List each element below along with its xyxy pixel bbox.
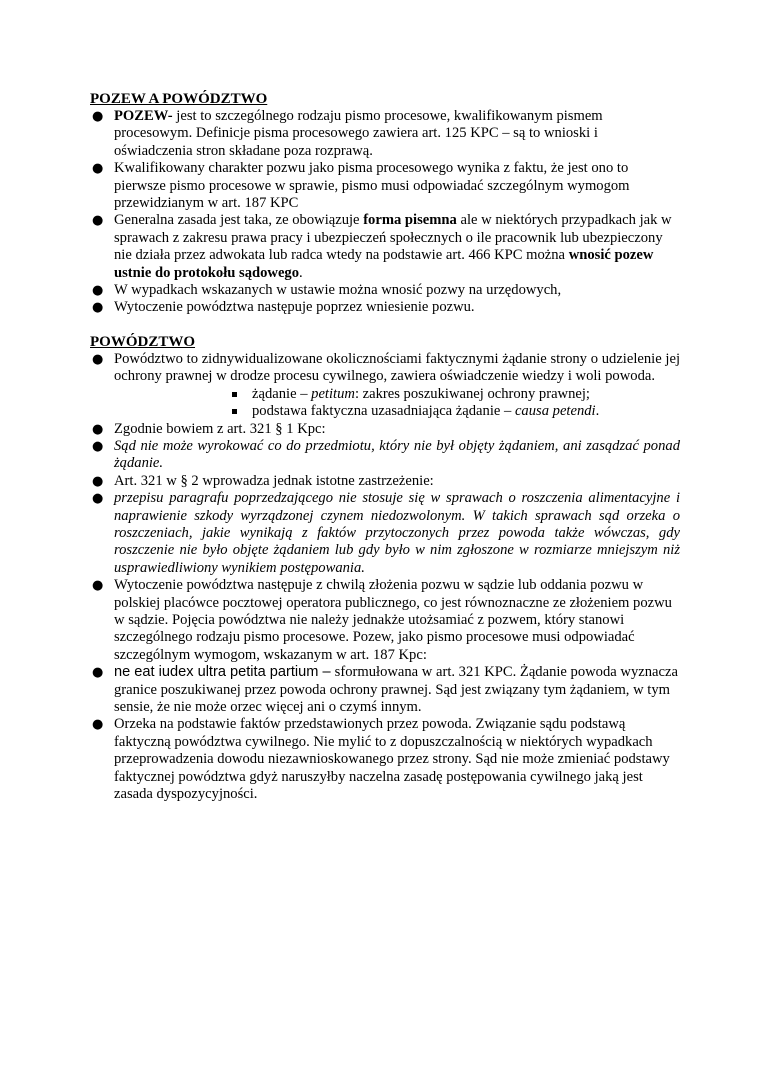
sub-list-item	[228, 403, 680, 420]
paragraph-text: ale w niektórych przypadkach jak w sprawach z zakresu prawa pracy i ubezpieczeń społecznych o ile pracownik lub ubezpieczony nie działa przez adwokata lub radca wtedy na podstawie art. 466 KPC można	[114, 212, 672, 264]
list-item	[90, 299, 680, 316]
bold-term: POZEW-	[114, 108, 173, 124]
paragraph-text: Generalna zasada jest taka, ze obowiązuje	[114, 212, 364, 229]
paragraph-text: Kwalifikowany charakter pozwu jako pisma procesowego wynika z faktu, że jest ono to pierwsze pismo procesowe w sprawie, pismo musi odpowiadać szczególnym wymogom przewidzianym w art. 187 KPC	[114, 160, 630, 212]
list-item	[90, 473, 680, 490]
latin-maxim: ne eat iudex ultra petita partium –	[114, 664, 335, 681]
paragraph-text: Zgodnie bowiem z art. 321 § 1 Kpc:	[114, 420, 326, 437]
bold-term: wnosić pozew ustnie do protokołu sądowego	[114, 247, 654, 281]
section-heading-powodztwo: POWÓDZTWO	[90, 333, 196, 350]
list-item	[90, 108, 680, 160]
bullet-icon: ●	[92, 665, 104, 681]
bullet-icon: ●	[92, 717, 104, 733]
paragraph-text: Wytoczenie powództwa następuje z chwilą złożenia pozwu w sądzie lub oddania pozwu w polskiej placówce pocztowej operatora publicznego, co jest równoznaczne ze złożeniem pozwu w sądzie. Pojęcia powództwa nie należy jednakże utożsamiać z pozwem, który stanowi szczególnego rodzaju pismo procesowe. Pozew, jako pismo procesowe musi odpowiadać szczególnym wymogom, wskazanym w art. 187 Kpc:	[114, 577, 672, 663]
list-item	[90, 716, 680, 803]
square-bullet-icon	[232, 409, 237, 414]
bullet-icon: ●	[92, 300, 104, 316]
paragraph-text: Orzeka na podstawie faktów przedstawionych przez powoda. Związanie sądu podstawą faktyczną powództwa cywilnego. Nie mylić to z dopuszczalnością w niektórych wypadkach przeprowadzenia dowodu niezawnioskowanego przez strony. Sąd nie może zmieniać podstawy faktycznej powództwa gdyż naruszyłby naczelna zasadę postępowania cywilnego jaką jest zasada dyspozycyjności.	[114, 716, 670, 803]
bullet-icon: ●	[92, 213, 104, 229]
paragraph-text: Wytoczenie powództwa następuje poprzez wniesienie pozwu.	[114, 299, 475, 316]
list-item	[90, 212, 680, 282]
list-item	[90, 421, 680, 438]
sub-list-item	[228, 386, 680, 403]
list-item	[90, 160, 680, 212]
list-item	[90, 577, 680, 664]
list-item	[90, 351, 680, 421]
bold-term: forma pisemna	[363, 212, 457, 229]
bullet-icon: ●	[92, 491, 104, 507]
list-item	[90, 282, 680, 299]
bullet-icon: ●	[92, 351, 104, 367]
section-spacer	[90, 317, 680, 333]
list-item	[90, 438, 680, 473]
bullet-icon: ●	[92, 473, 104, 489]
document-body	[90, 90, 680, 803]
paragraph-text: Art. 321 w § 2 wprowadza jednak istotne zastrzeżenie:	[114, 472, 434, 489]
paragraph-text: W wypadkach wskazanych w ustawie można wnosić pozwy na urzędowych,	[114, 282, 562, 299]
bullet-icon: ●	[92, 578, 104, 594]
bullet-list-pozew	[90, 108, 680, 317]
paragraph-text: sformułowana w art. 321 KPC. Żądanie powoda wyznacza granice poszukiwanej przez powoda ochrony prawnej. Sąd jest związany tym żądaniem, w tym sensie, że nie może orzec więcej ani o czymś innym.	[114, 664, 678, 715]
paragraph-text: : zakres poszukiwanej ochrony prawnej;	[354, 385, 590, 402]
square-bullet-icon	[232, 392, 237, 397]
bullet-list-powodztwo	[90, 351, 680, 804]
list-item	[90, 664, 680, 716]
latin-term: causa petendi	[514, 403, 596, 420]
paragraph-text: .	[595, 403, 600, 420]
paragraph-text: jest to szczególnego rodzaju pismo procesowe, kwalifikowanym pismem procesowym. Definicje pisma procesowego zawiera art. 125 KPC – są to wnioski i oświadczenia stron składane poza rozprawą.	[114, 108, 603, 159]
section-heading-pozew: POZEW A POWÓDZTWO	[90, 91, 268, 107]
paragraph-text: żądanie –	[252, 385, 312, 402]
bullet-icon: ●	[92, 438, 104, 454]
bullet-icon: ●	[92, 109, 104, 124]
bullet-icon: ●	[92, 161, 104, 177]
list-item	[90, 490, 680, 577]
bullet-icon: ●	[92, 283, 104, 299]
paragraph-text: podstawa faktyczna uzasadniająca żądanie –	[252, 403, 515, 420]
sub-list	[114, 386, 680, 421]
quoted-law-text: przepisu paragrafu poprzedzającego nie stosuje się w sprawach o roszczenia alimentacyjne i naprawienie szkody wyrządzonej czynem niedozwolonym. W takich sprawach sąd orzeka o roszczeniach, jakie wynikają z faktów przytoczonych przez powoda także wówczas, gdy roszczenie nie było objęte żądaniem lub gdy było w nim zgłoszone w rozmiarze mniejszym niż usprawiedliwiony wynikiem postępowania.	[114, 490, 680, 576]
latin-term: petitum	[311, 385, 355, 402]
bullet-icon: ●	[92, 421, 104, 437]
paragraph-text: .	[299, 264, 303, 281]
paragraph-text: Powództwo to zidnywidualizowane okolicznościami faktycznymi żądanie strony o udzielenie jej ochrony prawnej w drodze procesu cywilnego, zawiera oświadczenie wiedzy i woli powoda.	[114, 350, 680, 385]
quoted-law-text: Sąd nie może wyrokować co do przedmiotu, który nie był objęty żądaniem, ani zasądzać ponad żądanie.	[114, 437, 680, 472]
